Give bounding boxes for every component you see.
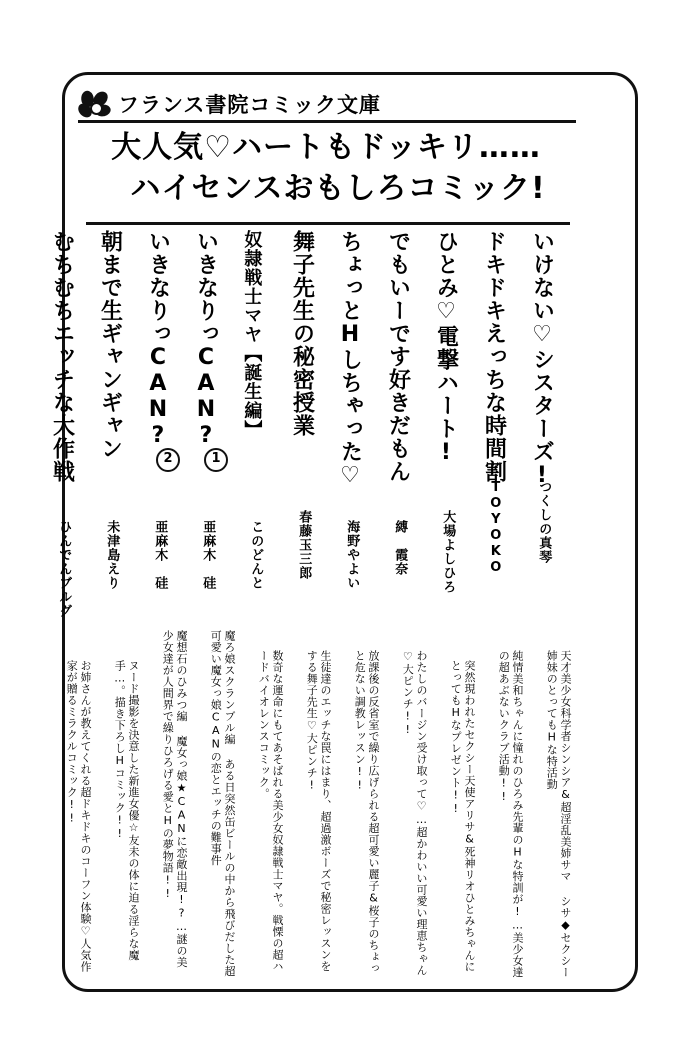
headline-line-1: 大人気♡ハートもドッキリ…… xyxy=(111,130,541,165)
book-author: ひんでんブルグ xyxy=(56,520,72,618)
book-title: ちょっとHしちゃった♡ xyxy=(337,230,363,489)
book-author: 縛 霞奈 xyxy=(392,520,408,576)
book-author: つくしの真琴 xyxy=(536,480,552,564)
headline-divider xyxy=(86,222,570,225)
book-title: いきなりっCAN? xyxy=(145,230,171,449)
book-author: 海野やよい xyxy=(344,520,360,590)
book-author: 未津島えり xyxy=(104,520,120,590)
book-author: TOYOKO xyxy=(488,480,504,576)
book-title: ひとみ♡電撃ハート! xyxy=(433,230,459,466)
volume-badge: 1 xyxy=(204,448,228,472)
book-title: ドキドキえっちな時間割 xyxy=(481,230,507,483)
book-column xyxy=(238,230,286,978)
book-title: むちむちエッチな大作戦 xyxy=(49,230,75,483)
book-title: でもいーです好きだもん xyxy=(385,230,411,483)
book-title: 奴隷戦士マヤ【誕生編】 xyxy=(241,230,263,439)
book-blurb: 放課後の反省室で繰り広げられる超可愛い麗子&桜子のちょっと危ない調教レッスン!! xyxy=(353,650,380,974)
book-author: 亜麻木 硅 xyxy=(200,520,216,590)
book-title: いきなりっCAN? xyxy=(193,230,219,449)
book-blurb: 魔想石のひみつ編 魔女っ娘★CANに恋敵出現!?…謎の美少女達が人間界で繰りひろげる愛とHの夢物語!! xyxy=(161,630,188,968)
book-column xyxy=(190,230,238,978)
book-blurb: 純情美和ちゃんに憧れのひろみ先輩のHな特訓が!…美少女達の超あぶないクラブ活動!! xyxy=(497,650,524,978)
book-blurb: 数奇な運命にもてあそばれる美少女奴隷戦士マヤ。戦慄の超ハードバイオレンスコミック。 xyxy=(257,650,284,972)
book-author: このどんと xyxy=(248,520,264,590)
book-blurb: ヌード撮影を決意した新進女優☆友未の体に迫る淫らな魔手…。描き下ろしHコミック!! xyxy=(113,660,140,961)
book-column xyxy=(286,230,334,978)
book-title: 舞子先生の秘密授業 xyxy=(289,230,315,437)
publisher-name: フランス書院コミック文庫 xyxy=(118,92,381,117)
book-column xyxy=(478,230,526,978)
title-columns xyxy=(49,230,574,980)
book-blurb: 天才美少女科学者シンシア&超淫乱美姉サマ シサ◆セクシー姉妹のとってもHな特活動 xyxy=(545,650,572,978)
flower-logo-icon xyxy=(78,91,112,121)
book-blurb: 魔ろ娘スクランブル編 ある日突然缶ビールの中から飛びだした超可愛い魔女っ娘CANの恋とエッチの難事件 xyxy=(209,630,236,977)
headline-line-2: ハイセンスおもしろコミック! xyxy=(130,170,546,206)
book-blurb: お姉さんが教えてくれる超ドキドキのコーフン体験♡人気作家が贈るミラクルコミック!! xyxy=(65,660,92,973)
book-column xyxy=(430,230,478,978)
book-column xyxy=(334,230,382,978)
book-title: 朝まで生ギャンギャン xyxy=(97,230,123,460)
logo-underline xyxy=(78,120,576,123)
book-blurb: わたしのバージン受け取って♡…超かわいい可愛い理恵ちゃん♡大ピンチ!! xyxy=(401,650,428,976)
headline-block xyxy=(96,128,566,209)
book-column xyxy=(526,230,574,978)
book-blurb: 突然現われたセクシー天使アリサ&死神リオひとみちゃんにとってもHなプレゼント!! xyxy=(449,660,476,973)
book-column xyxy=(142,230,190,978)
book-column xyxy=(46,230,94,978)
volume-badge: 2 xyxy=(156,448,180,472)
book-column xyxy=(382,230,430,978)
book-author: 春藤玉三郎 xyxy=(296,510,312,580)
book-blurb: 生徒達のエッチな罠にはまり、超過激ボーズで秘密レッスンをする舞子先生♡大ピンチ! xyxy=(305,650,332,972)
book-author: 大場よしひろ xyxy=(440,510,456,594)
book-column xyxy=(94,230,142,978)
book-author: 亜麻木 硅 xyxy=(152,520,168,590)
book-title: いけない♡シスターズ! xyxy=(529,230,555,489)
